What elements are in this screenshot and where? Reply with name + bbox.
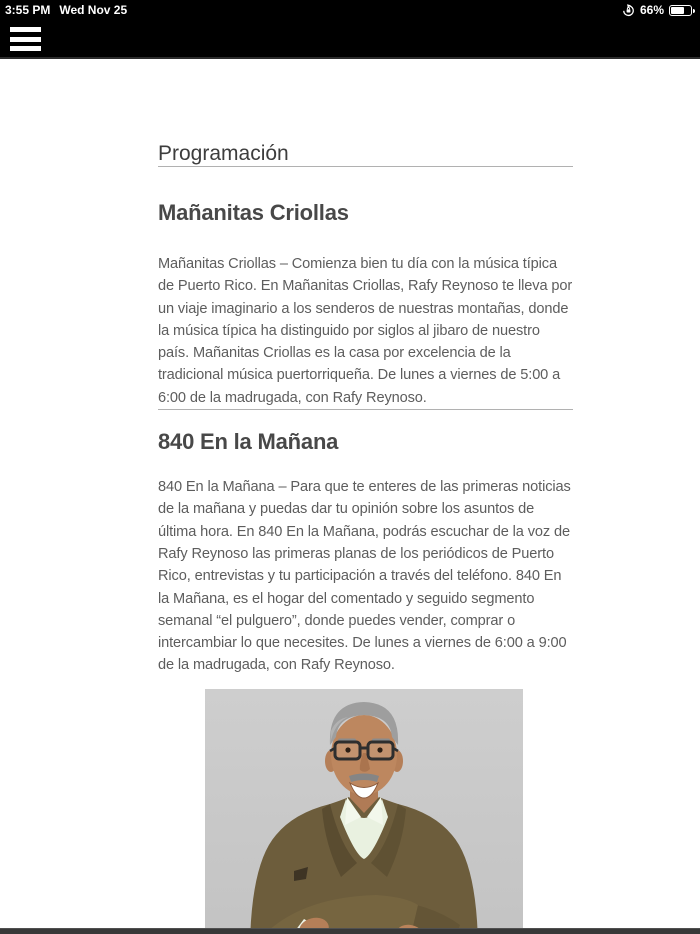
battery-tip xyxy=(693,9,696,14)
hamburger-icon xyxy=(10,27,41,32)
footer-strip xyxy=(0,928,700,934)
battery-fill xyxy=(671,7,684,14)
battery-icon xyxy=(669,5,692,16)
status-date: Wed Nov 25 xyxy=(59,3,128,17)
status-bar-left xyxy=(5,3,127,17)
battery-percent: 66% xyxy=(639,3,664,17)
status-bar-right xyxy=(622,3,695,17)
host-portrait-illustration xyxy=(205,689,523,934)
menu-button[interactable] xyxy=(10,27,41,51)
host-photo xyxy=(205,689,523,934)
status-time: 3:55 PM xyxy=(5,3,51,17)
main-content xyxy=(158,0,573,934)
orientation-lock-icon xyxy=(622,4,635,17)
show-section-mananitas-criollas xyxy=(158,199,573,409)
show-heading: 840 En la Mañana xyxy=(158,429,339,455)
show-description: 840 En la Mañana – Para que te enteres de las primeras noticias de la mañana y puedas dar tu opinión sobre los asuntos de última hora. En 840 En la Mañana, podrás escuchar de la voz de Rafy Reynoso las primeras planas de los periódicos de Puerto Rico, entrevistas y tu participación a través del teléfono. 840 En la Mañana, es el hogar del comentado y seguido segmento semanal “el pulguero”, donde puedes vender, comprar o intercambiar lo que necesites. De lunes a viernes de 6:00 a 9:00 de la madrugada, con Rafy Reynoso. xyxy=(158,479,571,674)
page-title: Programación xyxy=(158,142,289,165)
show-section-840-en-la-manana xyxy=(158,428,573,677)
divider xyxy=(158,409,573,410)
show-description: Mañanitas Criollas – Comienza bien tu día con la música típica de Puerto Rico. En Mañanitas Criollas, Rafy Reynoso te lleva por un viaje imaginario a los senderos de nuestras montañas, donde la música típica ha distinguido por siglos al jibaro de nuestro país. Mañanitas Criollas es la casa por excelencia de la tradicional música puertorriqueña. De lunes a viernes de 5:00 a 6:00 de la madrugada, con Rafy Reynoso. xyxy=(158,256,573,406)
app-header xyxy=(0,0,700,59)
status-bar xyxy=(0,0,700,20)
divider xyxy=(158,166,573,167)
show-heading: Mañanitas Criollas xyxy=(158,200,349,225)
